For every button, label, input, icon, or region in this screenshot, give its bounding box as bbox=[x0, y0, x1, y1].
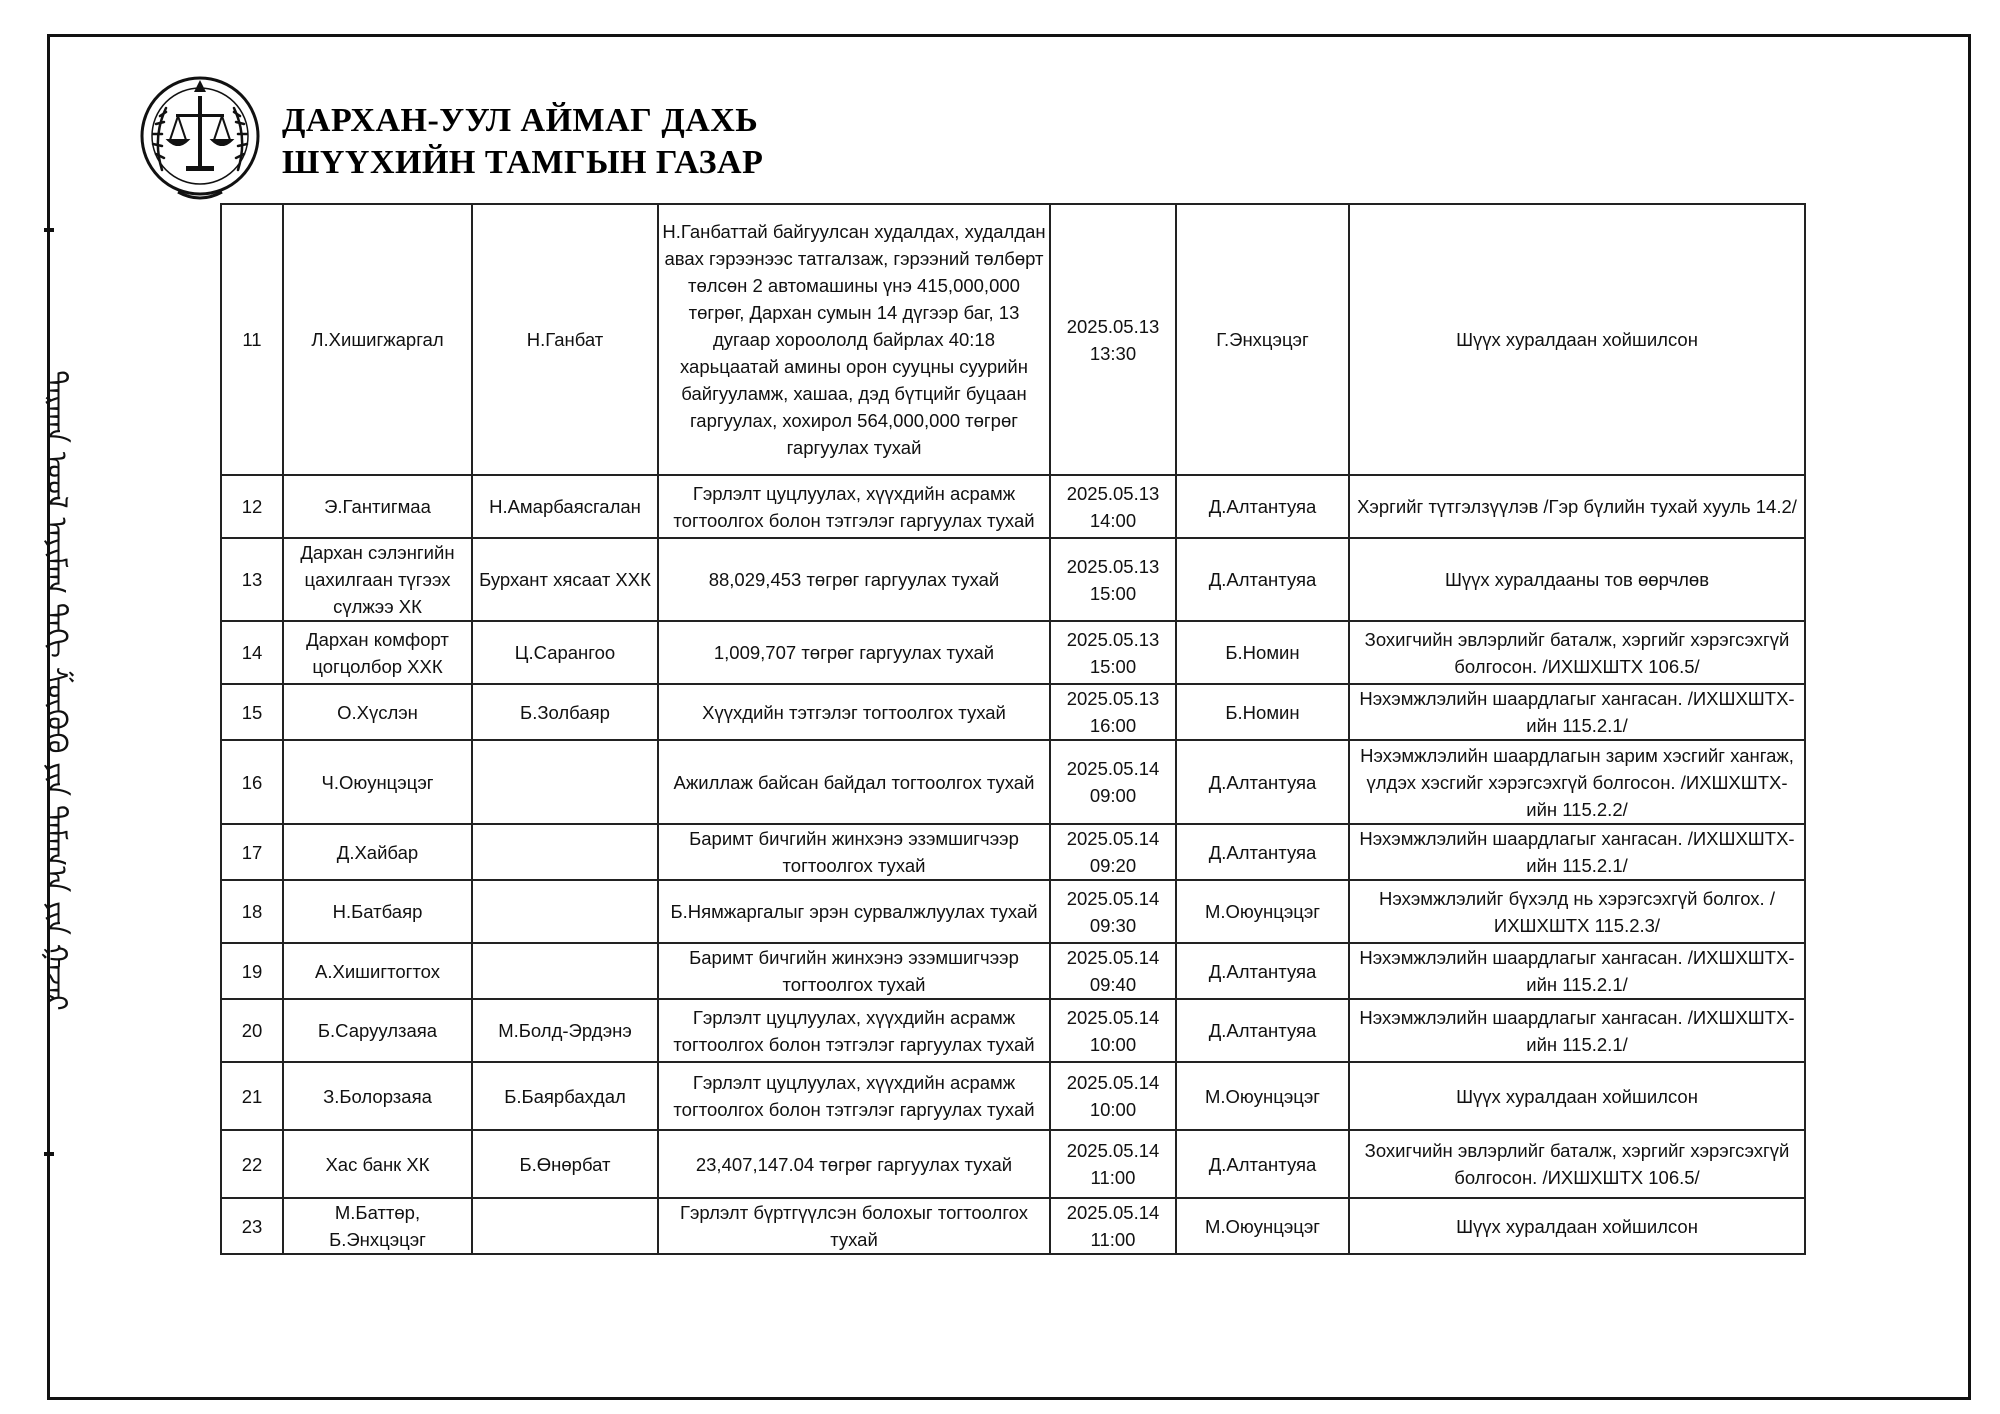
result-cell: Нэхэмжлэлийн шаардлагыг хангасан. /ИХШХШТХ-ийн 115.2.1/ bbox=[1349, 684, 1805, 740]
table-row bbox=[221, 943, 1805, 999]
hearing-time: 11:00 bbox=[1090, 1167, 1136, 1188]
hearing-time: 15:00 bbox=[1089, 655, 1137, 677]
defendant-cell: Б.Золбаяр bbox=[472, 684, 658, 740]
result-cell: Шүүх хуралдааны тов өөрчлөв bbox=[1349, 538, 1805, 621]
hearing-time: 10:00 bbox=[1089, 1033, 1137, 1055]
judge-cell: Б.Номин bbox=[1176, 684, 1349, 740]
side-text-top-mark bbox=[44, 228, 54, 232]
claim-cell: Б.Нямжаргалыг эрэн сурвалжлуулах тухай bbox=[658, 880, 1050, 943]
hearing-datetime-cell bbox=[1050, 999, 1176, 1062]
hearing-date: 2025.05.13 bbox=[1066, 482, 1160, 504]
table-body bbox=[221, 204, 1805, 1254]
defendant-cell: Бурхант хясаат ХХК bbox=[472, 538, 658, 621]
table-row bbox=[221, 999, 1805, 1062]
hearing-datetime-cell bbox=[1050, 684, 1176, 740]
defendant-cell: Н.Ганбат bbox=[472, 204, 658, 475]
claim-cell: 1,009,707 төгрөг гаргуулах тухай bbox=[658, 621, 1050, 684]
plaintiff-cell: Э.Гантигмаа bbox=[283, 475, 472, 538]
row-number: 19 bbox=[221, 943, 283, 999]
judge-cell: Д.Алтантуяа bbox=[1176, 740, 1349, 824]
court-emblem-icon bbox=[138, 70, 262, 210]
row-number: 22 bbox=[221, 1130, 283, 1198]
hearing-date: 2025.05.13 bbox=[1066, 555, 1160, 577]
row-number: 17 bbox=[221, 824, 283, 880]
defendant-cell bbox=[472, 880, 658, 943]
hearing-date: 2025.05.14 bbox=[1066, 1006, 1160, 1028]
hearing-time: 09:30 bbox=[1089, 914, 1137, 936]
office-title bbox=[282, 100, 763, 184]
defendant-cell: Б.Баярбахдал bbox=[472, 1062, 658, 1130]
table-row bbox=[221, 1062, 1805, 1130]
row-number: 13 bbox=[221, 538, 283, 621]
row-number: 21 bbox=[221, 1062, 283, 1130]
result-cell: Нэхэмжлэлийн шаардлагыг хангасан. /ИХШХШТХ-ийн 115.2.1/ bbox=[1349, 824, 1805, 880]
vertical-mongolian-script bbox=[28, 240, 98, 1140]
table-row bbox=[221, 538, 1805, 621]
hearing-date: 2025.05.14 bbox=[1066, 947, 1160, 968]
hearing-time: 09:40 bbox=[1089, 974, 1137, 995]
defendant-cell: Ц.Сарангоо bbox=[472, 621, 658, 684]
hearing-date: 2025.05.14 bbox=[1066, 758, 1160, 779]
plaintiff-cell: Дархан комфорт цогцолбор ХХК bbox=[283, 621, 472, 684]
row-number: 18 bbox=[221, 880, 283, 943]
claim-cell: 88,029,453 төгрөг гаргуулах тухай bbox=[658, 538, 1050, 621]
hearing-datetime-cell bbox=[1050, 740, 1176, 824]
table-row bbox=[221, 204, 1805, 475]
result-cell: Нэхэмжлэлийн шаардлагын зарим хэсгийг хангаж, үлдэх хэсгийг хэрэгсэхгүй болгосон. /ИХШХШТХ-ийн 115.2.2/ bbox=[1349, 740, 1805, 824]
hearing-datetime-cell bbox=[1050, 538, 1176, 621]
plaintiff-cell: Н.Батбаяр bbox=[283, 880, 472, 943]
result-cell: Нэхэмжлэлийн шаардлагыг хангасан. /ИХШХШТХ-ийн 115.2.1/ bbox=[1349, 943, 1805, 999]
table-row bbox=[221, 1198, 1805, 1254]
hearing-datetime-cell bbox=[1050, 824, 1176, 880]
defendant-cell bbox=[472, 1198, 658, 1254]
hearing-date: 2025.05.14 bbox=[1066, 828, 1160, 849]
hearing-time: 09:20 bbox=[1089, 855, 1137, 876]
table-row bbox=[221, 1130, 1805, 1198]
judge-cell: М.Оюунцэцэг bbox=[1176, 880, 1349, 943]
hearing-date: 2025.05.14 bbox=[1066, 1202, 1160, 1223]
plaintiff-cell: О.Хүслэн bbox=[283, 684, 472, 740]
row-number: 11 bbox=[221, 204, 283, 475]
hearing-time: 11:00 bbox=[1090, 1229, 1136, 1250]
result-cell: Шүүх хуралдаан хойшилсон bbox=[1349, 1198, 1805, 1254]
vertical-script-text: ᠳᠠᠷᠬᠠᠨ ᠤᠤᠯ ᠠᠶᠢᠮᠠᠭ ᠳᠠᠬᠢ ᠱᠦᠭᠦᠬᠦ ᠶᠢᠨ ᠲᠠᠮᠠᠭ᠎ᠠ ᠶᠢᠨ ᠭᠠᠵᠠᠷ bbox=[40, 369, 74, 1011]
hearing-schedule-table bbox=[220, 203, 1806, 1255]
row-number: 20 bbox=[221, 999, 283, 1062]
judge-cell: Б.Номин bbox=[1176, 621, 1349, 684]
table-row bbox=[221, 824, 1805, 880]
hearing-datetime-cell bbox=[1050, 475, 1176, 538]
row-number: 14 bbox=[221, 621, 283, 684]
hearing-date: 2025.05.13 bbox=[1066, 315, 1160, 337]
defendant-cell: Б.Өнөрбат bbox=[472, 1130, 658, 1198]
judge-cell: Д.Алтантуяа bbox=[1176, 538, 1349, 621]
defendant-cell: Н.Амарбаясгалан bbox=[472, 475, 658, 538]
result-cell: Зохигчийн эвлэрлийг баталж, хэргийг хэрэгсэхгүй болгосон. /ИХШХШТХ 106.5/ bbox=[1349, 1130, 1805, 1198]
plaintiff-cell: Л.Хишигжаргал bbox=[283, 204, 472, 475]
hearing-date: 2025.05.14 bbox=[1066, 1072, 1160, 1093]
hearing-time: 13:30 bbox=[1089, 342, 1137, 364]
judge-cell: Д.Алтантуяа bbox=[1176, 1130, 1349, 1198]
hearing-time: 09:00 bbox=[1089, 785, 1137, 806]
plaintiff-cell: Б.Саруулзаяа bbox=[283, 999, 472, 1062]
plaintiff-cell: Д.Хайбар bbox=[283, 824, 472, 880]
claim-cell: Н.Ганбаттай байгуулсан худалдах, худалдан авах гэрээнээс татгалзаж, гэрээний төлбөрт төлсөн 2 автомашины үнэ 415,000,000 төгрөг, Дархан сумын 14 дүгээр баг, 13 дугаар хороололд байрлах 40:18 харьцаатай амины орон сууцны суурийн байгууламж, хашаа, дэд бүтцийг буцаан гаргуулах, хохирол 564,000,000 төгрөг гаргуулах тухай bbox=[658, 204, 1050, 475]
result-cell: Шүүх хуралдаан хойшилсон bbox=[1349, 1062, 1805, 1130]
judge-cell: М.Оюунцэцэг bbox=[1176, 1062, 1349, 1130]
table-row bbox=[221, 684, 1805, 740]
judge-cell: Д.Алтантуяа bbox=[1176, 999, 1349, 1062]
hearing-datetime-cell bbox=[1050, 943, 1176, 999]
table-row bbox=[221, 475, 1805, 538]
hearing-time: 10:00 bbox=[1089, 1099, 1137, 1120]
row-number: 12 bbox=[221, 475, 283, 538]
plaintiff-cell: Дархан сэлэнгийн цахилгаан түгээх сүлжээ ХК bbox=[283, 538, 472, 621]
hearing-time: 15:00 bbox=[1089, 582, 1137, 604]
table-row bbox=[221, 880, 1805, 943]
plaintiff-cell: З.Болорзаяа bbox=[283, 1062, 472, 1130]
hearing-datetime-cell bbox=[1050, 1198, 1176, 1254]
judge-cell: М.Оюунцэцэг bbox=[1176, 1198, 1349, 1254]
row-number: 16 bbox=[221, 740, 283, 824]
side-text-bottom-mark bbox=[44, 1152, 54, 1156]
hearing-date: 2025.05.13 bbox=[1066, 688, 1160, 709]
hearing-date: 2025.05.14 bbox=[1066, 1140, 1160, 1161]
claim-cell: Баримт бичгийн жинхэнэ эзэмшигчээр тогтоолгох тухай bbox=[658, 943, 1050, 999]
judge-cell: Д.Алтантуяа bbox=[1176, 943, 1349, 999]
hearing-datetime-cell bbox=[1050, 621, 1176, 684]
office-title-line2: ШҮҮХИЙН ТАМГЫН ГАЗАР bbox=[282, 144, 764, 181]
row-number: 23 bbox=[221, 1198, 283, 1254]
defendant-cell bbox=[472, 740, 658, 824]
defendant-cell bbox=[472, 943, 658, 999]
office-title-line1: ДАРХАН-УУЛ АЙМАГ ДАХЬ bbox=[282, 102, 759, 139]
claim-cell: Гэрлэлт цуцлуулах, хүүхдийн асрамж тогтоолгох болон тэтгэлэг гаргуулах тухай bbox=[658, 1062, 1050, 1130]
row-number: 15 bbox=[221, 684, 283, 740]
hearing-datetime-cell bbox=[1050, 204, 1176, 475]
plaintiff-cell: Ч.Оюунцэцэг bbox=[283, 740, 472, 824]
hearing-datetime-cell bbox=[1050, 880, 1176, 943]
hearing-date: 2025.05.13 bbox=[1066, 628, 1160, 650]
claim-cell: Гэрлэлт бүртгүүлсэн болохыг тогтоолгох тухай bbox=[658, 1198, 1050, 1254]
hearing-date: 2025.05.14 bbox=[1066, 887, 1160, 909]
hearing-datetime-cell bbox=[1050, 1130, 1176, 1198]
result-cell: Зохигчийн эвлэрлийг баталж, хэргийг хэрэгсэхгүй болгосон. /ИХШХШТХ 106.5/ bbox=[1349, 621, 1805, 684]
plaintiff-cell: М.Баттөр, Б.Энхцэцэг bbox=[283, 1198, 472, 1254]
table-row bbox=[221, 621, 1805, 684]
claim-cell: Гэрлэлт цуцлуулах, хүүхдийн асрамж тогтоолгох болон тэтгэлэг гаргуулах тухай bbox=[658, 999, 1050, 1062]
judge-cell: Д.Алтантуяа bbox=[1176, 475, 1349, 538]
plaintiff-cell: А.Хишигтогтох bbox=[283, 943, 472, 999]
hearing-time: 16:00 bbox=[1089, 715, 1137, 736]
defendant-cell: М.Болд-Эрдэнэ bbox=[472, 999, 658, 1062]
hearing-datetime-cell bbox=[1050, 1062, 1176, 1130]
defendant-cell bbox=[472, 824, 658, 880]
result-cell: Хэргийг түтгэлзүүлэв /Гэр бүлийн тухай хууль 14.2/ bbox=[1349, 475, 1805, 538]
result-cell: Нэхэмжлэлийг бүхэлд нь хэрэгсэхгүй болгох. /ИХШХШТХ 115.2.3/ bbox=[1349, 880, 1805, 943]
hearing-time: 14:00 bbox=[1089, 509, 1137, 531]
judge-cell: Д.Алтантуяа bbox=[1176, 824, 1349, 880]
table-row bbox=[221, 740, 1805, 824]
result-cell: Шүүх хуралдаан хойшилсон bbox=[1349, 204, 1805, 475]
claim-cell: Хүүхдийн тэтгэлэг тогтоолгох тухай bbox=[658, 684, 1050, 740]
plaintiff-cell: Хас банк ХК bbox=[283, 1130, 472, 1198]
claim-cell: Гэрлэлт цуцлуулах, хүүхдийн асрамж тогтоолгох болон тэтгэлэг гаргуулах тухай bbox=[658, 475, 1050, 538]
result-cell: Нэхэмжлэлийн шаардлагыг хангасан. /ИХШХШТХ-ийн 115.2.1/ bbox=[1349, 999, 1805, 1062]
claim-cell: Ажиллаж байсан байдал тогтоолгох тухай bbox=[658, 740, 1050, 824]
hearing-schedule-table-wrap bbox=[220, 203, 1804, 1255]
judge-cell: Г.Энхцэцэг bbox=[1176, 204, 1349, 475]
claim-cell: Баримт бичгийн жинхэнэ эзэмшигчээр тогтоолгох тухай bbox=[658, 824, 1050, 880]
claim-cell: 23,407,147.04 төгрөг гаргуулах тухай bbox=[658, 1130, 1050, 1198]
